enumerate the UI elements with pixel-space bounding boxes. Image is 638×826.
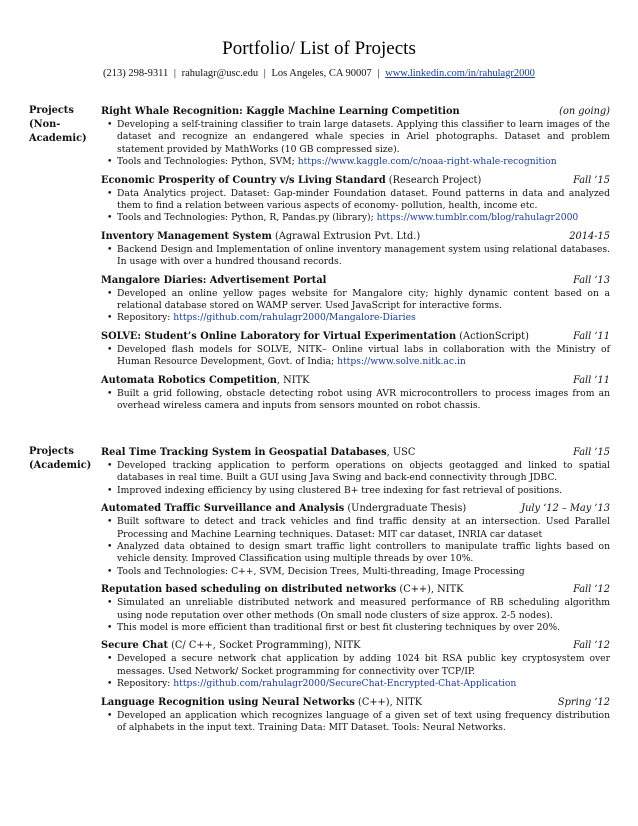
bullet-item	[117, 541, 610, 566]
project-title: Secure Chat	[101, 640, 168, 652]
bullet-item	[117, 566, 610, 578]
project-header	[101, 329, 610, 344]
project-subtitle: (Research Project)	[385, 174, 482, 186]
bullet-text: Developed a secure network chat application by adding 1024 bit RSA public key cryptosystem over messages. Used Network/ Socket programming for connectivity over TCP/IP.	[117, 653, 610, 677]
page-title: Portfolio/ List of Projects	[222, 38, 416, 59]
bullet-text: Tools and Technologies: Python, R, Pandas.py (library);	[117, 212, 377, 224]
project-title: Inventory Management System	[101, 230, 272, 242]
project-title: Automated Traffic Surveillance and Analysis	[101, 503, 345, 515]
bullet-text: Developing a self-training classifier to train large datasets. Applying this classifier to learn images of the dataset and recognize an endangered whale species in Ariel photographs. Dataset and problem statement provided by MathWorks (10 GB compressed size).	[117, 119, 610, 155]
project-title: Automata Robotics Competition	[101, 374, 277, 386]
project-title: Mangalore Diaries: Advertisement Portal	[101, 274, 327, 286]
project-entry	[101, 229, 610, 269]
project-header	[101, 695, 610, 710]
section-label-academic: Projects (Academic)	[29, 446, 92, 471]
project-subtitle: (C/ C++, Socket Programming), NITK	[168, 640, 361, 652]
bullet-text: Tools and Technologies: C++, SVM, Decision Trees, Multi-threading, Image Processing	[117, 565, 525, 577]
project-header	[101, 582, 610, 597]
project-entry	[101, 582, 610, 634]
project-entry	[101, 373, 610, 413]
bullet-item	[117, 119, 610, 156]
project-entry	[101, 501, 610, 578]
bullet-text: Data Analytics project. Dataset: Gap-minder Foundation dataset. Found patterns in data and analyzed them to find a relation between various aspects of economy- pollution, health, income etc.	[117, 187, 610, 212]
project-subtitle: , NITK	[276, 374, 310, 386]
bullet-list	[101, 516, 610, 578]
project-date: Fall ‘11	[573, 374, 610, 386]
phone-number: (213) 298-9311	[103, 68, 169, 79]
project-date: Spring ‘12	[557, 696, 610, 708]
project-subtitle: (Undergraduate Thesis)	[344, 503, 467, 515]
project-entry	[101, 173, 610, 225]
project-header	[101, 445, 610, 460]
project-link[interactable]: https://www.solve.nitk.ac.in	[337, 356, 466, 368]
bullet-item	[117, 653, 610, 678]
project-link[interactable]: https://www.tumblr.com/blog/rahulagr2000	[376, 212, 579, 224]
project-date: Fall ‘15	[573, 174, 610, 186]
project-header	[101, 229, 610, 244]
project-title: Reputation based scheduling on distributed networks	[101, 584, 397, 596]
project-title: Language Recognition using Neural Networks	[101, 696, 355, 708]
bullet-item	[117, 212, 610, 224]
project-header	[101, 501, 610, 516]
bullet-item	[117, 188, 610, 213]
project-header	[101, 173, 610, 188]
bullet-item	[117, 597, 610, 622]
project-date: 2014-15	[569, 230, 610, 242]
project-date: Fall ‘11	[573, 330, 610, 342]
bullet-item	[117, 156, 610, 168]
bullet-item	[117, 288, 610, 313]
bullet-text: Repository:	[117, 312, 174, 324]
bullet-list	[101, 653, 610, 690]
project-subtitle: (C++), NITK	[396, 584, 464, 596]
project-header	[101, 373, 610, 388]
project-date: Fall ‘12	[573, 584, 610, 596]
email-address: rahulagr@usc.edu	[181, 68, 259, 79]
section-label-non-academic: Projects (Non-Academic)	[29, 105, 87, 144]
project-subtitle: (ActionScript)	[456, 330, 529, 342]
bullet-list	[101, 344, 610, 369]
project-title: SOLVE: Student’s Online Laboratory for Virtual Experimentation	[101, 330, 457, 342]
project-title: Real Time Tracking System in Geospatial Databases	[101, 447, 387, 458]
project-entry	[101, 273, 610, 325]
project-entry	[101, 104, 610, 169]
bullet-text: Analyzed data obtained to design smart traffic light controllers to manipulate traffic lights based on vehicle density. Improved Classification using multiple threads by over 10%.	[117, 541, 610, 565]
bullet-text: Developed tracking application to perform operations on objects geotagged and linked to spatial databases in real time. Built a GUI using Java Swing and back-end connectivity through JDBC.	[117, 460, 610, 484]
bullet-text: Tools and Technologies: Python, SVM;	[117, 156, 298, 168]
project-title: Economic Prosperity of Country v/s Living Standard	[101, 174, 386, 186]
bullet-list	[101, 460, 610, 497]
bullet-item	[117, 678, 610, 690]
bullet-text: Built a grid following, obstacle detecting robot using AVR microcontrollers to process images from an overhead wireless camera and inputs from sensors mounted on robot chassis.	[117, 387, 610, 412]
bullet-list	[101, 388, 610, 413]
project-entry	[101, 329, 610, 369]
bullet-text: Built software to detect and track vehicles and find traffic density at an intersection. Used Parallel Processing and Machine Learning techniques. Dataset: MIT car dataset, INRIA car dataset	[117, 516, 610, 540]
project-date: Fall ‘13	[573, 274, 610, 286]
bullet-text: Backend Design and Implementation of online inventory management system using relational databases. In usage with over a hundred thousand records.	[117, 243, 610, 268]
section-academic	[101, 445, 610, 739]
section-non-academic	[101, 104, 610, 417]
bullet-item	[117, 516, 610, 541]
project-header	[101, 104, 610, 119]
bullet-text: Developed an online yellow pages website for Mangalore city; highly dynamic content based on a relational database stored on WAMP server. Used JavaScript for interactive forms.	[117, 287, 610, 312]
project-date: (on going)	[559, 106, 610, 117]
project-header	[101, 638, 610, 653]
bullet-item	[117, 622, 610, 634]
bullet-text: Simulated an unreliable distributed network and measured performance of RB scheduling algorithm using node reputation over other methods (On small node clusters of size approx. 2-5 nodes).	[117, 597, 610, 621]
bullet-list	[101, 119, 610, 169]
project-subtitle: (C++), NITK	[354, 696, 423, 708]
separator: |	[173, 68, 177, 79]
project-entry	[101, 695, 610, 735]
project-date: Fall ‘12	[573, 640, 610, 652]
bullet-text: Developed an application which recognizes language of a given set of text using frequency distribution of alphabets in the input text. Training Data: MIT Dataset. Tools: Neural Networks.	[117, 709, 610, 734]
bullet-item	[117, 312, 610, 324]
bullet-item	[117, 710, 610, 735]
separator: |	[263, 68, 266, 79]
location: Los Angeles, CA 90007	[271, 68, 372, 79]
bullet-list	[101, 597, 610, 634]
bullet-item	[117, 460, 610, 485]
bullet-list	[101, 244, 610, 269]
project-date: July ‘12 – May ‘13	[521, 503, 610, 515]
bullet-list	[101, 188, 610, 225]
separator: |	[377, 68, 380, 79]
bullet-list	[101, 710, 610, 735]
project-entry	[101, 445, 610, 497]
bullet-text: This model is more efficient than traditional first or best fit clustering techniques by over 20%.	[117, 622, 560, 634]
project-link[interactable]: https://github.com/rahulagr2000/SecureChat-Encrypted-Chat-Application	[173, 678, 517, 690]
bullet-text: Developed flash models for SOLVE, NITK– Online virtual labs in collaboration with the Ministry of Human Resource Development, Govt. of India;	[117, 343, 610, 368]
project-subtitle: (Agrawal Extrusion Pvt. Ltd.)	[271, 230, 421, 242]
project-entry	[101, 638, 610, 690]
project-link[interactable]: https://www.kaggle.com/c/noaa-right-whale-recognition	[297, 156, 557, 168]
bullet-item	[117, 388, 610, 413]
bullet-list	[101, 288, 610, 325]
project-subtitle: , USC	[386, 447, 416, 458]
bullet-item	[117, 344, 610, 369]
project-link[interactable]: https://github.com/rahulagr2000/Mangalore-Diaries	[173, 312, 416, 324]
bullet-item	[117, 485, 610, 497]
project-header	[101, 273, 610, 288]
bullet-text: Repository:	[117, 678, 174, 690]
bullet-text: Improved indexing efficiency by using clustered B+ tree indexing for fast retrieval of positions.	[117, 484, 563, 496]
bullet-item	[117, 244, 610, 269]
project-date: Fall ‘15	[573, 447, 610, 458]
contact-line	[0, 68, 638, 79]
linkedin-link[interactable]: www.linkedin.com/in/rahulagr2000	[385, 68, 535, 79]
project-title: Right Whale Recognition: Kaggle Machine Learning Competition	[101, 106, 460, 117]
